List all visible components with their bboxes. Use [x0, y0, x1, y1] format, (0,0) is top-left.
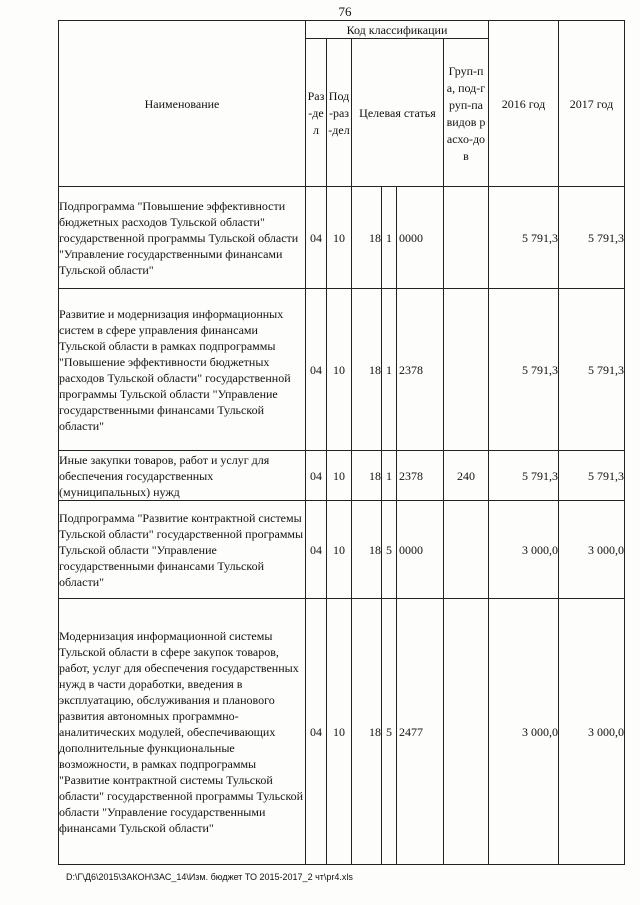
row-razdel: 04 — [306, 451, 327, 501]
row-cs-direction: 0000 — [397, 187, 444, 289]
row-name: Подпрограмма "Повышение эффективности бюджетных расходов Тульской области" государственной программы Тульской области "Управление государственными финансами Тульской области" — [59, 187, 306, 289]
row-2016: 5 791,3 — [489, 187, 559, 289]
row-podrazdel: 10 — [327, 451, 352, 501]
budget-table — [58, 20, 625, 865]
table-row — [59, 501, 625, 599]
row-cs-program: 18 — [352, 599, 382, 865]
row-2016: 5 791,3 — [489, 289, 559, 451]
row-name: Подпрограмма "Развитие контрактной системы Тульской области" государственной программы Тульской области "Управление государственными финансами Тульской области" — [59, 501, 306, 599]
file-path-footer: D:\Г\Д6\2015\ЗАКОН\ЗАС_14\Изм. бюджет ТО 2015-2017_2 чт\pr4.xls — [66, 872, 353, 882]
header-name: Наименование — [59, 21, 306, 187]
header-year-2017: 2017 год — [559, 21, 625, 187]
table-row — [59, 599, 625, 865]
row-podrazdel: 10 — [327, 501, 352, 599]
row-cs-subprogram: 1 — [382, 451, 397, 501]
row-cs-program: 18 — [352, 451, 382, 501]
row-2017: 3 000,0 — [559, 501, 625, 599]
row-podrazdel: 10 — [327, 599, 352, 865]
row-2016: 3 000,0 — [489, 599, 559, 865]
table-row — [59, 451, 625, 501]
header-classification: Код классификации — [306, 21, 489, 39]
row-name: Иные закупки товаров, работ и услуг для обеспечения государственных (муниципальных) нужд — [59, 451, 306, 501]
row-2016: 5 791,3 — [489, 451, 559, 501]
row-2017: 5 791,3 — [559, 187, 625, 289]
row-cs-program: 18 — [352, 289, 382, 451]
row-vr: 240 — [444, 451, 489, 501]
page-number: 76 — [338, 4, 352, 19]
row-razdel: 04 — [306, 599, 327, 865]
row-podrazdel: 10 — [327, 289, 352, 451]
row-cs-subprogram: 1 — [382, 289, 397, 451]
row-vr — [444, 187, 489, 289]
row-razdel: 04 — [306, 501, 327, 599]
row-name: Развитие и модернизация информационных систем в сфере управления финансами Тульской области в рамках подпрограммы "Повышение эффективности бюджетных расходов Тульской области" государственной программы Тульской области "Управление государственными финансами Тульской области" — [59, 289, 306, 451]
row-vr — [444, 599, 489, 865]
header-expense-group: Груп-па, под-груп-па видов расхо-дов — [444, 39, 489, 187]
row-name: Модернизация информационной системы Тульской области в сфере закупок товаров, работ, услуг для обеспечения государственных нужд в части доработки, введения в эксплуатацию, обслуживания и планового развития автономных программно-аналитических модулей, обеспечивающих дополнительные функциональные возможности, в рамках подпрограммы "Развитие контрактной системы Тульской области" государственной программы Тульской области "Управление государственными финансами Тульской области" — [59, 599, 306, 865]
row-cs-direction: 2378 — [397, 289, 444, 451]
row-vr — [444, 501, 489, 599]
row-2017: 5 791,3 — [559, 451, 625, 501]
row-2016: 3 000,0 — [489, 501, 559, 599]
row-cs-program: 18 — [352, 187, 382, 289]
row-cs-subprogram: 5 — [382, 599, 397, 865]
row-cs-direction: 2378 — [397, 451, 444, 501]
row-cs-subprogram: 5 — [382, 501, 397, 599]
row-cs-program: 18 — [352, 501, 382, 599]
row-podrazdel: 10 — [327, 187, 352, 289]
table-row — [59, 289, 625, 451]
header-year-2016: 2016 год — [489, 21, 559, 187]
row-cs-direction: 0000 — [397, 501, 444, 599]
row-razdel: 04 — [306, 187, 327, 289]
header-podrazdel: Под-раз-дел — [327, 39, 352, 187]
row-2017: 5 791,3 — [559, 289, 625, 451]
header-target-article: Целевая статья — [352, 39, 444, 187]
row-2017: 3 000,0 — [559, 599, 625, 865]
row-cs-direction: 2477 — [397, 599, 444, 865]
row-razdel: 04 — [306, 289, 327, 451]
table-row — [59, 187, 625, 289]
row-vr — [444, 289, 489, 451]
row-cs-subprogram: 1 — [382, 187, 397, 289]
header-razdel: Раз-дел — [306, 39, 327, 187]
